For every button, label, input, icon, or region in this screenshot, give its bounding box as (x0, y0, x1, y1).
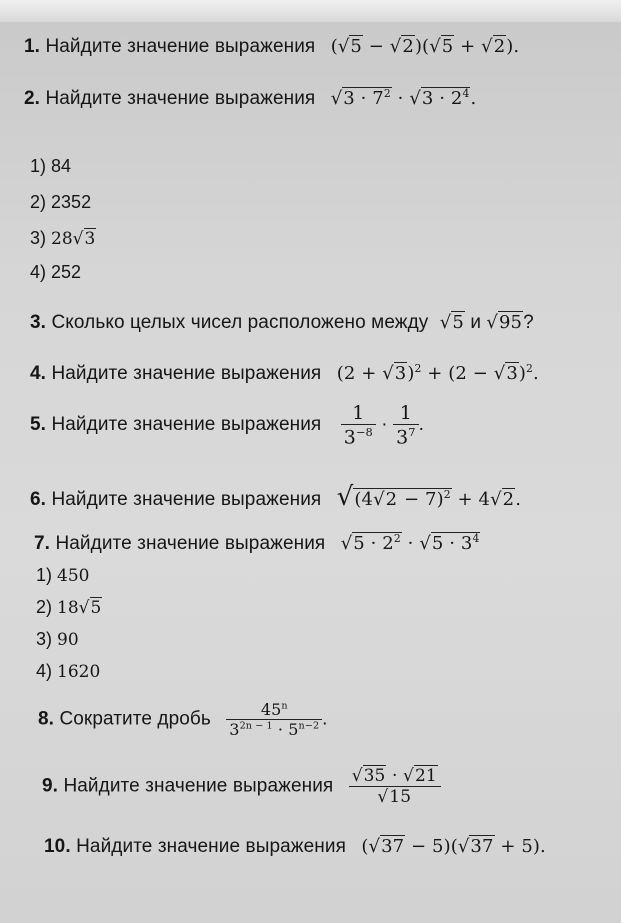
expression: (√37 − 5)(√37 + 5). (361, 836, 546, 857)
expression: (√5 − √2)(√5 + √2). (330, 36, 520, 57)
question-number: 1. (24, 36, 41, 57)
question-number: 7. (34, 533, 51, 554)
expression: $√3 \cdot 7^2 \cdot √3 \cdot 2^4$. (330, 87, 477, 109)
question-number: 10. (44, 836, 71, 857)
question-4 (30, 362, 539, 385)
answer-option: 1) 84 (30, 156, 72, 176)
question-text: Найдите значение выражения (76, 836, 346, 857)
question-10 (44, 836, 546, 858)
question-5: 5. Найдите значение выражения $\frac{1}{3^{-8}}$ · $\frac{1}{3^7}$ . (30, 402, 425, 449)
answer-option: 3) 90 (36, 629, 79, 650)
question-number: 3. (30, 312, 47, 333)
question-1 (24, 36, 519, 58)
question-number: 2. (24, 88, 41, 109)
question-text: Сколько целых чисел расположено между (51, 312, 429, 333)
question-text: Найдите значение выражения (45, 36, 316, 57)
fraction: $\frac{√35 \cdot √21}{√15}$ (349, 766, 441, 807)
expression: $√(4√2 - 7)^2 + 4√2$. (336, 482, 522, 512)
fraction: $\frac{1}{3^{-8}}$ (341, 402, 376, 448)
fraction: $\frac{1}{3^7}$ (393, 402, 419, 448)
question-number: 5. (30, 414, 47, 436)
expression: $(2 + √3)^2 + (2 - √3)^2$. (336, 362, 539, 384)
fraction: $\frac{45^n}{3^{2n - 1} \cdot 5^{n-2}}$ (226, 700, 322, 739)
question-text: Найдите значение выражения (63, 775, 334, 797)
question-3: 3. Сколько целых чисел расположено между √5 и √95? (30, 312, 534, 333)
page-top-edge (0, 0, 621, 22)
question-number: 8. (38, 708, 55, 730)
answer-option: 1) 450 (36, 565, 90, 586)
question-text: Найдите значение выражения (51, 489, 322, 510)
question-9 (42, 766, 441, 807)
question-text: Найдите значение выражения (55, 533, 326, 554)
question-text: Найдите значение выражения (45, 88, 316, 109)
answer-option: 4) 1620 (36, 661, 101, 682)
question-number: 9. (42, 775, 59, 797)
answer-option: 2) 18√5 (36, 597, 102, 618)
question-number: 6. (30, 489, 47, 510)
answer-option: 4) 252 (30, 262, 82, 282)
question-text: Найдите значение выражения (51, 363, 322, 384)
question-2 (24, 87, 476, 110)
answer-option: 2) 2352 (30, 192, 92, 212)
answer-option: 3) 28√3 (30, 228, 96, 249)
question-text: Найдите значение выражения (51, 414, 322, 436)
question-8: 8. Сократите дробь $\frac{45^n}{3^{2n - 1} \cdot 5^{n-2}}$ . (38, 700, 328, 739)
expression: $√5 \cdot 2^2 \cdot √5 \cdot 3^4$ (340, 532, 480, 554)
question-text: Сократите дробь (59, 708, 211, 730)
question-number: 4. (30, 363, 47, 384)
question-6 (30, 482, 521, 512)
question-7 (34, 532, 480, 555)
